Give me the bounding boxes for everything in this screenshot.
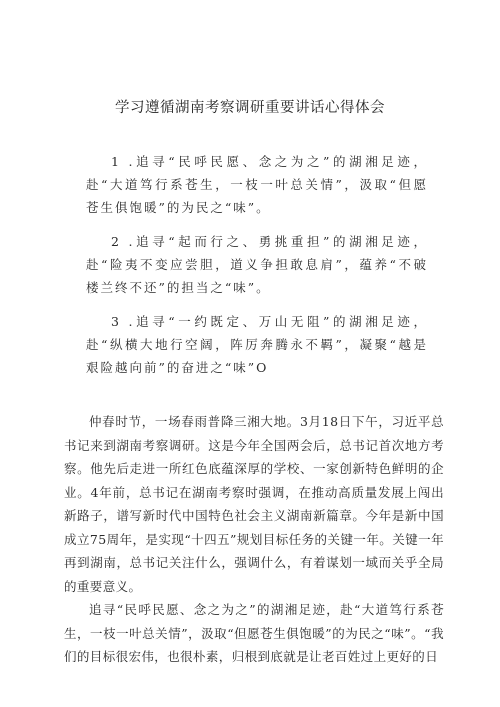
outline-list: [86, 150, 428, 390]
body-paragraph: 仲春时节，一场春雨普降三湘大地。3月18日下午，习近平总书记来到湖南考察调研。这是今年全国两会后，总书记首次地方考察。他先后走进一所红色底蕴深厚的学校、一家创新特色鲜明的企业。4年前，总书记在湖南考察时强调，在推动高质量发展上闯出新路子，谱写新时代中国特色社会主义湖南新篇章。今年是新中国成立75周年，是实现“十四五”规划目标任务的关键一年。关键一年再到湖南，总书记关注什么，强调什么，有着谋划一域而关乎全局的重要意义。: [64, 414, 444, 594]
outline-item: 2 .追寻“起而行之、勇挑重担”的湖湘足迹，赴“险夷不变应尝胆，道义争担敢息肩”，蕴养“不破楼兰终不还”的担当之“味”。: [86, 234, 428, 295]
body-paragraph: 追寻“民呼民愿、念之为之”的湖湘足迹，赴“大道笃行系苍生，一枝一叶总关情”，汲取“但愿苍生俱饱暖”的为民之“味”。“我们的目标很宏伟，也很朴素，归根到底就是让老百姓过上更好的日: [64, 602, 444, 664]
body-text: [64, 410, 444, 669]
page-title: 学习遵循湖南考察调研重要讲话心得体会: [115, 100, 385, 116]
outline-item: 3 .追寻“一约既定、万山无阻”的湖湘足迹，赴“纵横大地行空阔，阵厉奔腾永不羁”，凝聚“越是艰险越向前”的奋进之“味”O: [86, 314, 428, 375]
outline-item: 1 .追寻“民呼民愿、念之为之”的湖湘足迹，赴“大道笃行系苍生，一枝一叶总关情”，汲取“但愿苍生俱饱暖”的为民之“味”。: [86, 154, 428, 215]
